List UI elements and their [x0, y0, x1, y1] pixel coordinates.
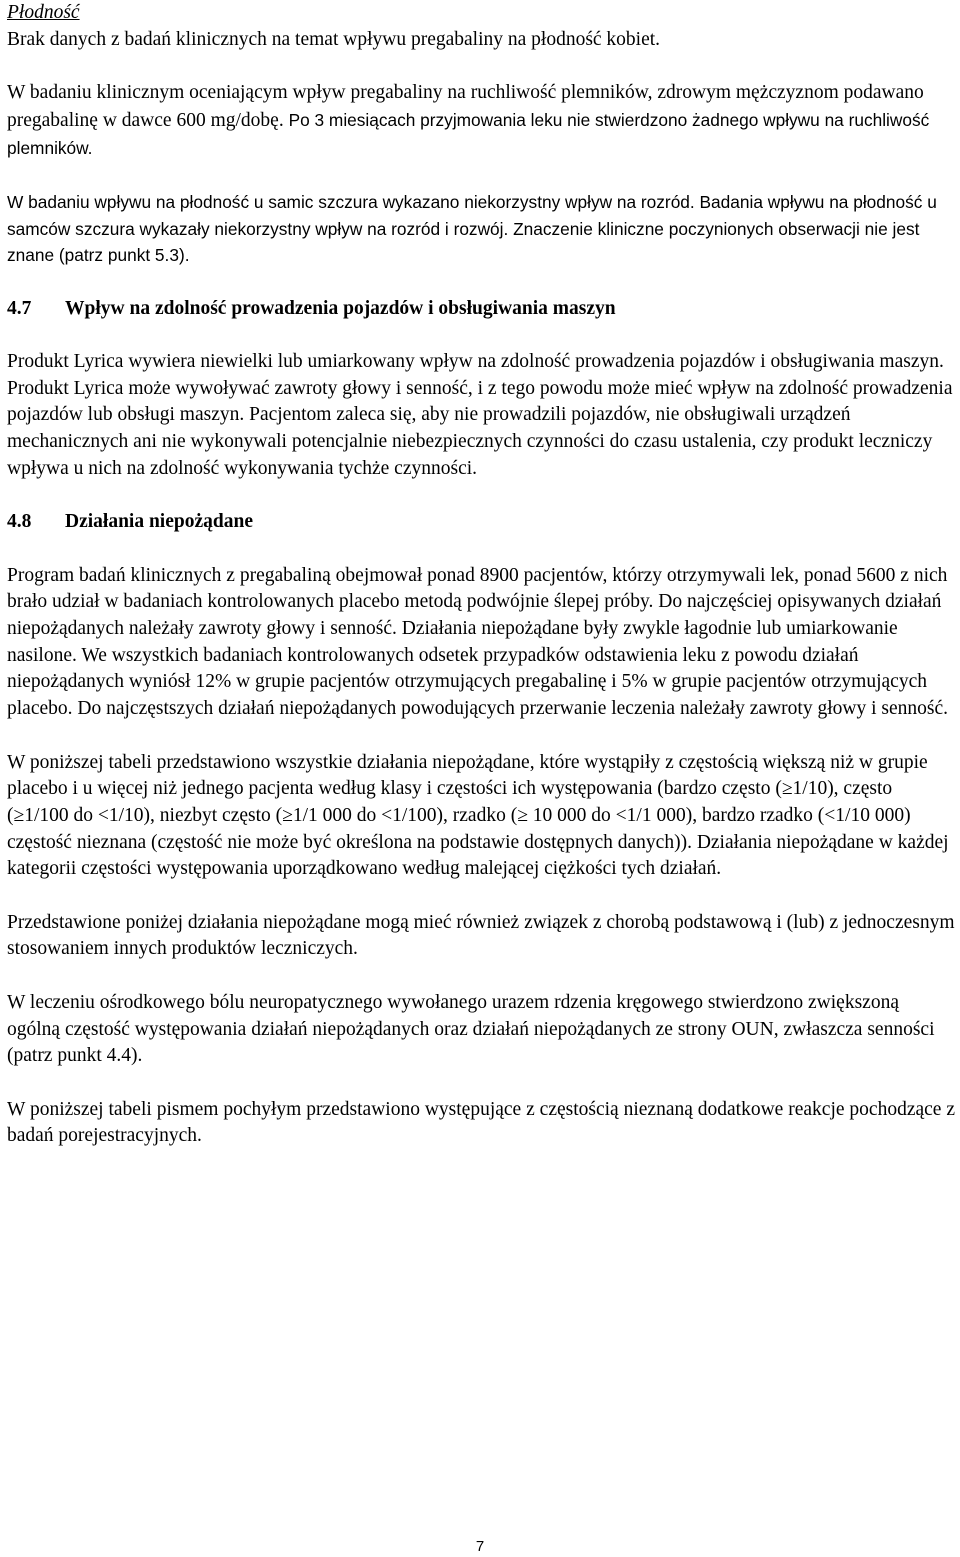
section-4-8-paragraph-1: Program badań klinicznych z pregabaliną obejmował ponad 8900 pacjentów, którzy otrzymywali lek, ponad 5600 z nich brało udział w badaniach kontrolowanych placebo metodą podwójnie ślepej próby. Do najczęściej opisywanych działań niepożądanych należały zawroty głowy i senność. Działania niepożądane były zwykle łagodnie lub umiarkowanie nasilone. We wszystkich badaniach kontrolowanych odsetek przypadków odstawienia leku z powodu działań niepożądanych wyniósł 12% w grupie pacjentów otrzymujących pregabalinę i 5% w grupie pacjentów otrzymujących placebo. Do najczęstszych działań niepożądanych powodujących przerwanie leczenia należały zawroty głowy i senność.	[7, 564, 948, 720]
spacer	[7, 963, 955, 990]
section-4-8-paragraph-2: W poniższej tabeli przedstawiono wszystkie działania niepożądane, które wystąpiły z częstością większą niż w grupie placebo i u więcej niż jednego pacjenta według klasy i częstości ich występowania (bardzo często (≥1/10), często (≥1/100 do <1/10), niezbyt często (≥1/1 000 do <1/100), rzadko (≥ 10 000 do <1/1 000), bardzo rzadko (<1/10 000) częstość nieznana (częstość nie może być określona na podstawie dostępnych danych)). Działania niepożądane w każdej kategorii częstości występowania uporządkowano według malejącej ciężkości tych działań.	[7, 751, 949, 880]
spacer	[7, 723, 955, 750]
spacer	[7, 53, 955, 80]
spacer	[7, 883, 955, 910]
document-page	[7, 0, 955, 1150]
fertility-paragraph-2-part-2: Po 3 miesiącach przyjmowania leku nie stwierdzono żadnego wpływu na ruchliwość plemników.	[7, 109, 930, 158]
fertility-heading: Płodność	[7, 2, 80, 23]
section-title: Działania niepożądane	[65, 511, 253, 533]
spacer	[7, 483, 955, 510]
section-4-7-body: Produkt Lyrica wywiera niewielki lub umiarkowany wpływ na zdolność prowadzenia pojazdów i obsługiwania maszyn. Produkt Lyrica może wywoływać zawroty głowy i senność, i z tego powodu może mieć wpływ na zdolność prowadzenia pojazdów lub obsługi maszyn. Pacjentom zaleca się, aby nie prowadzili pojazdów, nie obsługiwali urządzeń mechanicznych ani nie wykonywali potencjalnie niebezpiecznych czynności do czasu ustalenia, czy produkt leczniczy wpływa u nich na zdolność wykonywania tychże czynności.	[7, 351, 953, 479]
section-4-7-heading	[7, 296, 955, 323]
section-title: Wpływ na zdolność prowadzenia pojazdów i obsługiwania maszyn	[65, 297, 616, 319]
page-number: 7	[475, 1538, 485, 1555]
section-4-8-paragraph-5: W poniższej tabeli pismem pochyłym przedstawiono występujące z częstością nieznaną dodatkowe reakcje pochodzące z badań porejestracyjnych.	[7, 1098, 955, 1147]
spacer	[7, 269, 955, 296]
fertility-paragraph-2-part-1: W badaniu klinicznym oceniającym wpływ pregabaliny na ruchliwość plemników, zdrowym mężczyznom podawano pregabalinę w dawce 600 mg/dobę.	[7, 82, 924, 131]
fertility-paragraph-1: Brak danych z badań klinicznych na temat wpływu pregabaliny na płodność kobiet.	[7, 28, 661, 50]
spacer	[7, 536, 955, 563]
section-number: 4.8	[7, 511, 32, 533]
spacer	[7, 1070, 955, 1097]
section-4-8-heading	[7, 509, 955, 536]
section-number: 4.7	[7, 297, 32, 319]
section-4-8-paragraph-4: W leczeniu ośrodkowego bólu neuropatycznego wywołanego urazem rdzenia kręgowego stwierdzono zwiększoną ogólną częstość występowania działań niepożądanych oraz działań niepożądanych ze strony OUN, zwłaszcza senności (patrz punkt 4.4).	[7, 991, 935, 1067]
spacer	[7, 322, 955, 349]
fertility-paragraph-3: W badaniu wpływu na płodność u samic szczura wykazano niekorzystny wpływ na rozród. Badania wpływu na płodność u samców szczura wykazały niekorzystny wpływ na rozród i rozwój. Znaczenie kliniczne poczynionych obserwacji nie jest znane (patrz punkt 5.3).	[7, 191, 937, 266]
fertility-paragraph-2	[7, 80, 955, 162]
section-4-8-paragraph-3: Przedstawione poniżej działania niepożądane mogą mieć również związek z chorobą podstawową i (lub) z jednoczesnym stosowaniem innych produktów leczniczych.	[7, 911, 955, 960]
spacer	[7, 162, 955, 189]
